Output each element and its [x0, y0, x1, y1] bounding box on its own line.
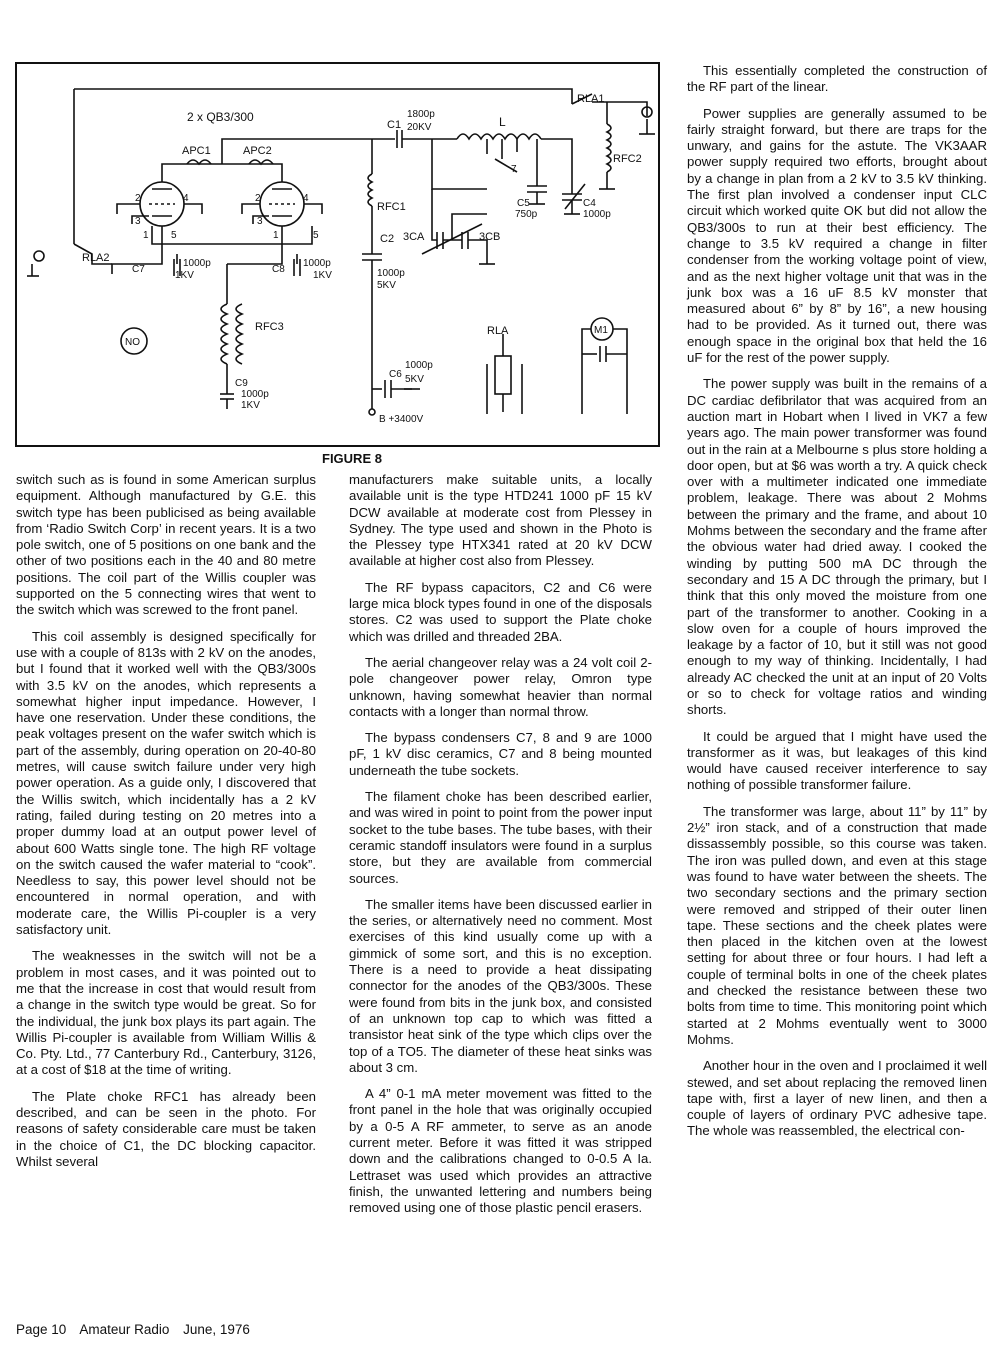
label-3ca: 3CA [403, 231, 425, 243]
label-c7-value: 1000p [183, 258, 211, 269]
paragraph: The RF bypass capacitors, C2 and C6 were large mica block types found in one of the disposals stores. C2 was used to support the Plate choke which was drilled and threaded 2BA. [349, 579, 652, 644]
label-c8-value: 1000p [303, 258, 331, 269]
label-tap7: 7 [511, 164, 517, 175]
schematic-figure [15, 62, 660, 447]
label-c2-value: 1000p [377, 268, 405, 279]
article-column-left [16, 472, 316, 1180]
label-c8-voltage: 1KV [313, 270, 332, 281]
label-rfc1: RFC1 [377, 201, 406, 213]
label-c6-value: 1000p [405, 360, 433, 371]
label-b-plus: B +3400V [379, 414, 424, 425]
paragraph: switch such as is found in some American surplus equipment. Although manufactured by G.E. this switch type has been publicised as being available from ‘Radio Switch Corp’ in recent years. It is a two pole switch, one of 5 positions on one bank and the other of two positions each in the 40 and 80 metre positions. The coil part of the Willis coupler was supported on the 5 connecting wires that went to the switch which was screwed to the front panel. [16, 472, 316, 618]
label-rla: RLA [487, 325, 509, 337]
paragraph: A 4” 0-1 mA meter movement was fitted to the front panel in the hole that was originally occupied by a 0-5 A RF ammeter, to serve as an anode current meter. Before it was fitted it was stripped down and the calibrations changed to 0-0.5 A Ia. Lettraset was used which provides an attractive finish, the unwanted lettering and numbers being removed using one of those plastic pencil erasers. [349, 1086, 652, 1216]
magazine-name: Amateur Radio [79, 1322, 170, 1337]
label-apc2: APC2 [243, 145, 272, 157]
label-c9: C9 [235, 378, 248, 389]
label-pin4b: 4 [303, 193, 309, 204]
paragraph: The aerial changeover relay was a 24 volt coil 2-pole changeover power relay, Omron type unknown, having somewhat heavier than normal contacts with a longer than normal throw. [349, 654, 652, 719]
label-pin3a: 3 [135, 216, 141, 227]
paragraph: The power supply was built in the remains of a DC cardiac defibrilator that was acquired from an auction mart in Hobart when I lived in VK7 a few years ago. The main power transformer was found out in the rain at a Melbourne s plus store holding a door open, but at $6 was worth a try. A quick check over with a multimeter indicated one immediate problem, leakage. There was about 2 Mohms between the primary and the frame, and about 10 Mohms between the secondary and the frame after the obvious water had dried away. I cooked the winding by putting 500 mA DC through the secondary and 15 A DC through the primary, but I think that this only moved the moisture from one part of the transformer to another. Cooking in a slow oven for a couple of hours improved the leakage by a factor of 10, but it still was not good enough to my way of thinking. Incidentally, I had already AC checked the unit at an input of 20 Volts or so to check for voltage ratios and winding shorts. [687, 376, 987, 718]
paragraph: The smaller items have been discussed earlier in the series, or alternatively need no comment. Most exercises of this kind usually come up with a gimmick of some sort, and this is no exception. There is a need to provide a heat dissipating connector for the anodes of the QB3/300s. These were found from bits in the junk box, and consisted of an unknown top cap to which was fitted a transistor heat sink of the type which clips over the top of a TO5. The diameter of these heat sinks was about 3 cm. [349, 896, 652, 1075]
label-c2: C2 [380, 233, 395, 245]
label-pin3b: 3 [257, 216, 263, 227]
label-no: NO [125, 337, 140, 348]
label-apc1: APC1 [182, 145, 211, 157]
label-c4: C4 [583, 198, 596, 209]
label-c1: C1 [387, 119, 402, 131]
paragraph: This essentially completed the construction of the RF part of the linear. [687, 63, 987, 95]
paragraph: Another hour in the oven and I proclaimed it well stewed, and set about replacing the removed linen tape with, first a layer of new linen, and then a couple of layers of ordinary PVC adhesive tape. The whole was reassembled, the electrical con- [687, 1058, 987, 1139]
label-c4-value: 1000p [583, 209, 611, 220]
label-c7: C7 [132, 264, 145, 275]
label-pin1b: 1 [273, 230, 279, 241]
page-number: Page 10 [16, 1322, 67, 1337]
paragraph: This coil assembly is designed specifically for use with a couple of 813s with 2 kV on the anodes, but I found that it worked well with the QB3/300s with 3.5 kV on the anodes, which represents a somewhat higher input impedance. However, I have one reservation. Under these conditions, the peak voltages present on the wafer switch which is part of the assembly, during operation on 20-40-80 metres, will cause switch failure under very high power operation. As a guide only, I discovered that the Willis switch, which incidentally has a 2 kV rating, failed during testing on 20 metres into a proper dummy load at an output power level of about 600 Watts single tone. The high RF voltage on the switch caused the wafer material to “cook”. Needless to say, this power level should not be encountered in normal operation, and with moderate care, the Willis Pi-coupler is a very satisfactory unit. [16, 628, 316, 938]
label-pin5b: 5 [313, 230, 319, 241]
paragraph: Power supplies are generally assumed to be fairly straight forward, but there are traps for the unwary, and gains for the astute. The VK3AAR power supply required two efforts, brought about by a change in plan from a 2 kV to 3.5 kV thinking. The first plan involved a condenser input CLC circuit which worked quite OK but did not allow the QB3/300s to run at their best efficiency. The change to 3.5 kV required a change in filter condenser from the working voltage point of view, and as the next higher voltage unit that was in the junk box was a 16 uF 8.5 kV monster that measured about 6” by 8” by 16”, a new housing had to be provided. As it turned out, there was enough space in the original box that held the 16 uF for the rest of the power supply. [687, 105, 987, 366]
label-rfc2: RFC2 [613, 153, 642, 165]
paragraph: It could be argued that I might have used the transformer as it was, but leakages of this kind would have caused receiver interference to say nothing of possible transformer failure. [687, 728, 987, 793]
issue-date: June, 1976 [183, 1322, 250, 1337]
paragraph: The filament choke has been described earlier, and was wired in point to point from the power input socket to the tube bases. The tube bases, with their ceramic standoff insulators were found in a surplus store, but they are available from commercial sources. [349, 789, 652, 886]
label-pin2a: 2 [135, 193, 141, 204]
paragraph: The transformer was large, about 11” by 11” by 2½” iron stack, and of a construction that made dissassembly possible, so this course was taken. The iron was pulled down, and even at this stage was found to have water between the sheets. The two secondary sections and the primary section were removed and stripped of their outer linen tape. These sections and the cheek plates were then placed in the kitchen oven at the lowest setting for about three or four hours. I had left a couple of terminal bolts in one of the cheek plates and checked the resistance between these two bolts from time to time. This monitoring point which started at 2 Mohms eventually went to 3000 Mohms. [687, 803, 987, 1047]
label-3cb: 3CB [479, 231, 501, 243]
figure-caption: FIGURE 8 [322, 451, 382, 466]
label-c6: C6 [389, 369, 402, 380]
label-c5: C5 [517, 198, 530, 209]
label-c2-voltage: 5KV [377, 280, 396, 291]
label-c5-value: 750p [515, 209, 538, 220]
label-c7-voltage: 1KV [175, 270, 194, 281]
article-column-right [687, 63, 987, 1150]
paragraph: The bypass condensers C7, 8 and 9 are 1000 pF, 1 kV disc ceramics, C7 and 8 being mounted underneath the tube sockets. [349, 730, 652, 778]
label-c6-voltage: 5KV [405, 374, 424, 385]
page-footer [16, 1322, 260, 1337]
paragraph: The Plate choke RFC1 has already been described, and can be seen in the photo. For reasons of safety considerable care must be taken in the choice of C1, the DC blocking capacitor. Whilst several [16, 1088, 316, 1169]
label-rla2: RLA2 [82, 252, 110, 264]
label-rfc3: RFC3 [255, 321, 284, 333]
label-pin5a: 5 [171, 230, 177, 241]
paragraph: manufacturers make suitable units, a locally available unit is the type HTD241 1000 pF 15 kV DCW available at moderate cost from Plessey in Sydney. The type used and shown in the Photo is the Plessey type HTX341 rated at 20 kV DCW available at higher cost also from Plessey. [349, 472, 652, 569]
label-l: L [499, 115, 506, 129]
label-c8: C8 [272, 264, 285, 275]
schematic-labels [17, 64, 662, 449]
label-c9-value: 1000p [241, 389, 269, 400]
label-tubes: 2 x QB3/300 [187, 110, 254, 124]
label-m1: M1 [594, 325, 608, 336]
label-pin2b: 2 [255, 193, 261, 204]
label-pin4a: 4 [183, 193, 189, 204]
label-c1-voltage: 20KV [407, 122, 432, 133]
paragraph: The weaknesses in the switch will not be a problem in most cases, and it was pointed out to me that the increase in cost that would result from a change in the switch type would be great. So for the individual, the junk box plays its part again. The Willis Pi-coupler is available from William Willis & Co. Pty. Ltd., 77 Canterbury Rd., Canterbury, 3126, at a cost of $18 at the time of writing. [16, 948, 316, 1078]
label-rla1: RLA1 [577, 93, 605, 105]
label-pin1a: 1 [143, 230, 149, 241]
label-c9-voltage: 1KV [241, 400, 260, 411]
label-c1-value: 1800p [407, 109, 435, 120]
article-column-middle [349, 472, 652, 1226]
